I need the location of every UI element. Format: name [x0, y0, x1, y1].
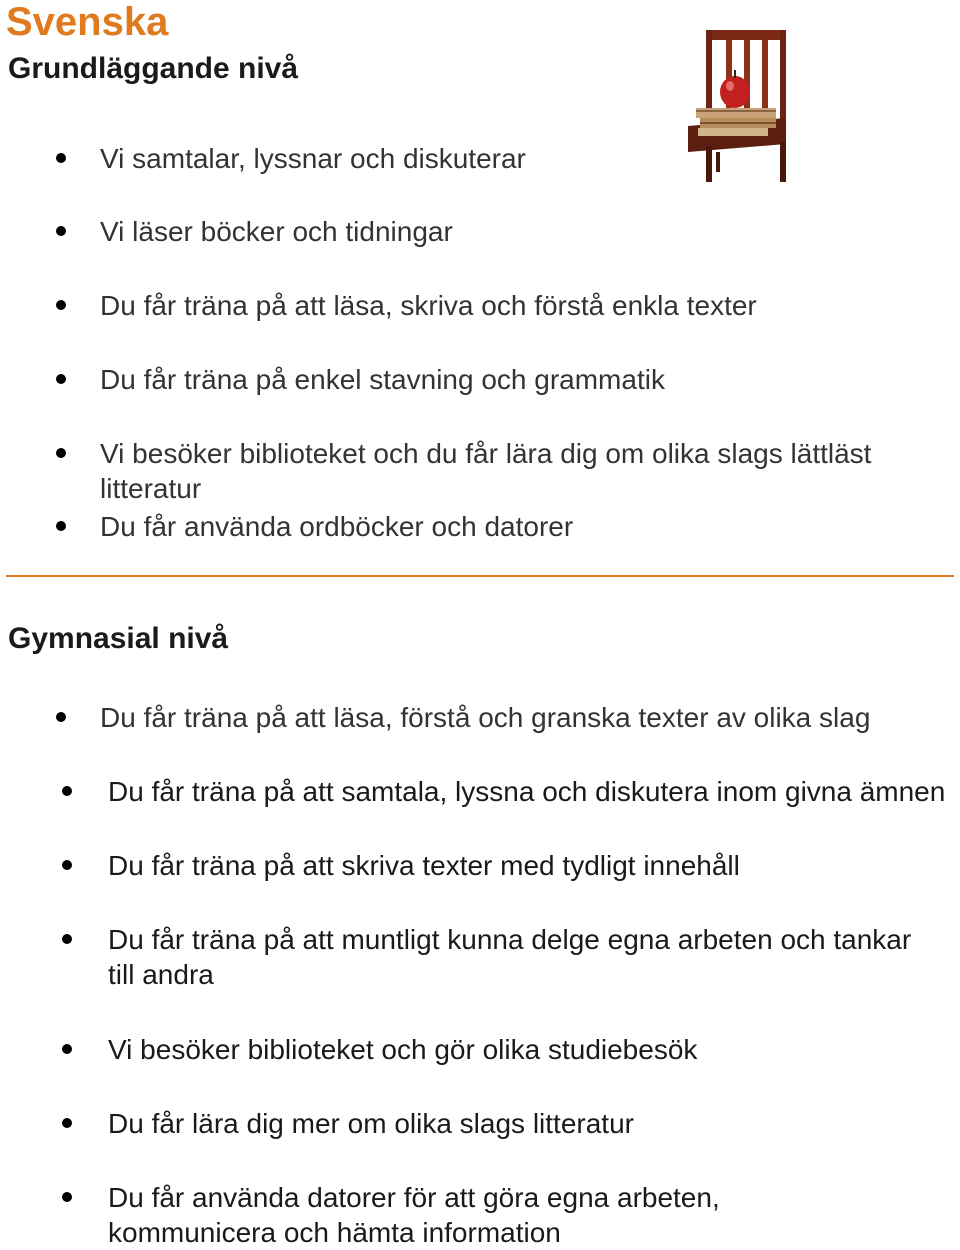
bullet-icon: [62, 860, 72, 870]
bullet-icon: [62, 786, 72, 796]
document-title: Svenska: [6, 0, 169, 44]
section-heading-grundlaggande: Grundläggande nivå: [8, 52, 299, 85]
bullet-icon: [56, 374, 66, 384]
chair-books-apple-icon: [680, 26, 788, 184]
bullet-icon: [56, 448, 66, 458]
bullet-icon: [56, 712, 66, 722]
bullet-icon: [56, 153, 66, 163]
bullet-icon: [62, 934, 72, 944]
bullet-icon: [62, 1044, 72, 1054]
bullet-icon: [62, 1192, 72, 1202]
bullet-icon: [56, 521, 66, 531]
bullet-icon: [62, 1118, 72, 1128]
section-heading-gymnasial: Gymnasial nivå: [8, 622, 229, 655]
bullet-icon: [56, 300, 66, 310]
bullet-icon: [56, 226, 66, 236]
section-divider: [6, 575, 954, 577]
